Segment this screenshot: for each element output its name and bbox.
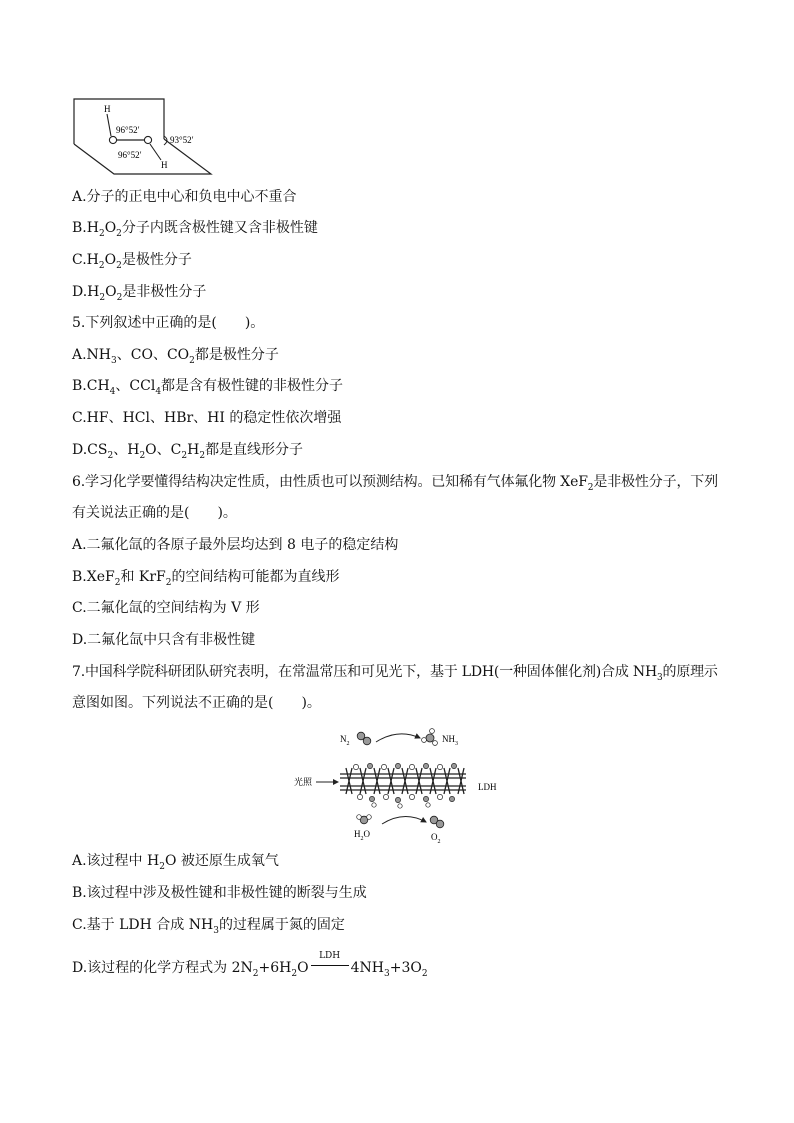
ldh-mechanism-figure — [290, 724, 510, 846]
q4-option-b: $B.H_2O_2$分子内既含极性键又含非极性键 — [72, 220, 318, 239]
q7-option-d: D.该过程的化学方程式为 $2N_2+6H_2O$ LDH $4NH_3+3O_2$ — [72, 951, 428, 979]
q7-option-c: C.基于 LDH 合成 $NH_3$的过程属于氮的固定 — [72, 917, 345, 936]
h2o2-structure-figure — [66, 96, 216, 176]
q6-option-b: B.XeF$_2$和 KrF$_2$的空间结构可能都为直线形 — [72, 569, 340, 588]
reaction-condition-arrow — [309, 951, 351, 972]
q7-stem-line1: 7.中国科学院科研团队研究表明，在常温常压和可见光下，基于 LDH(一种固体催化剂)合成 $NH_3$的原理示 — [72, 664, 718, 683]
q4-option-d: $D.H_2O_2$是非极性分子 — [72, 284, 207, 303]
q6-option-d: D.二氟化氙中只含有非极性键 — [72, 632, 256, 648]
catalyst-label: LDH — [319, 951, 341, 961]
q4-option-a: A.分子的正电中心和负电中心不重合 — [72, 189, 297, 205]
light-label: 光照 — [294, 777, 313, 787]
angle-label-lower: 96°52′ — [118, 150, 142, 160]
h-atom-label-top: H — [104, 104, 111, 114]
ldh-lattice — [340, 768, 466, 794]
nh3-n-atom — [426, 734, 434, 742]
q7-option-a: A.该过程中 $H_2O$ 被还原生成氧气 — [72, 853, 279, 872]
ldh-mechanism-diagram — [290, 724, 510, 846]
q6-option-a: A.二氟化氙的各原子最外层均达到 8 电子的稳定结构 — [72, 537, 399, 553]
q6-stem-line1: 6.学习化学要懂得结构决定性质，由性质也可以预测结构。已知稀有气体氟化物 XeF$_2$是非极性分子，下列 — [72, 474, 719, 493]
q6-stem-line2: 有关说法正确的是( )。 — [72, 505, 237, 521]
q5-stem: 5.下列叙述中正确的是( )。 — [72, 315, 265, 331]
q5-option-c: C.HF、HCl、HBr、HI 的稳定性依次增强 — [72, 410, 342, 426]
q6-option-c: C.二氟化氙的空间结构为 V 形 — [72, 600, 260, 616]
q5-option-b: $B.CH_4$、CCl$_4$都是含有极性键的非极性分子 — [72, 378, 344, 397]
angle-label-upper: 96°52′ — [116, 125, 140, 135]
dihedral-angle-label: 93°52′ — [170, 135, 194, 145]
ldh-label: LDH — [478, 782, 497, 792]
h-atom-label-bottom: H — [161, 160, 168, 170]
q7-stem-line2: 意图如图。下列说法不正确的是( )。 — [72, 695, 321, 711]
q7-option-b: B.该过程中涉及极性键和非极性键的断裂与生成 — [72, 885, 367, 901]
n2-label: $N_2$ — [340, 734, 350, 747]
q5-option-d: $D.CS_2$、$H_2O$、$C_2H_2$都是直线形分子 — [72, 442, 304, 461]
o2-atom-2 — [436, 820, 444, 828]
q4-option-c: $C.H_2O_2$是极性分子 — [72, 252, 192, 271]
h2o-label: $H_2O$ — [354, 829, 370, 842]
nh3-label: $NH_3$ — [442, 734, 458, 747]
o2-label: $O_2$ — [431, 832, 441, 845]
q5-option-a: $A.NH_3$、CO、$CO_2$都是极性分子 — [72, 347, 279, 366]
n2-atom-2 — [363, 737, 371, 745]
h2o2-structure-diagram — [66, 96, 216, 176]
